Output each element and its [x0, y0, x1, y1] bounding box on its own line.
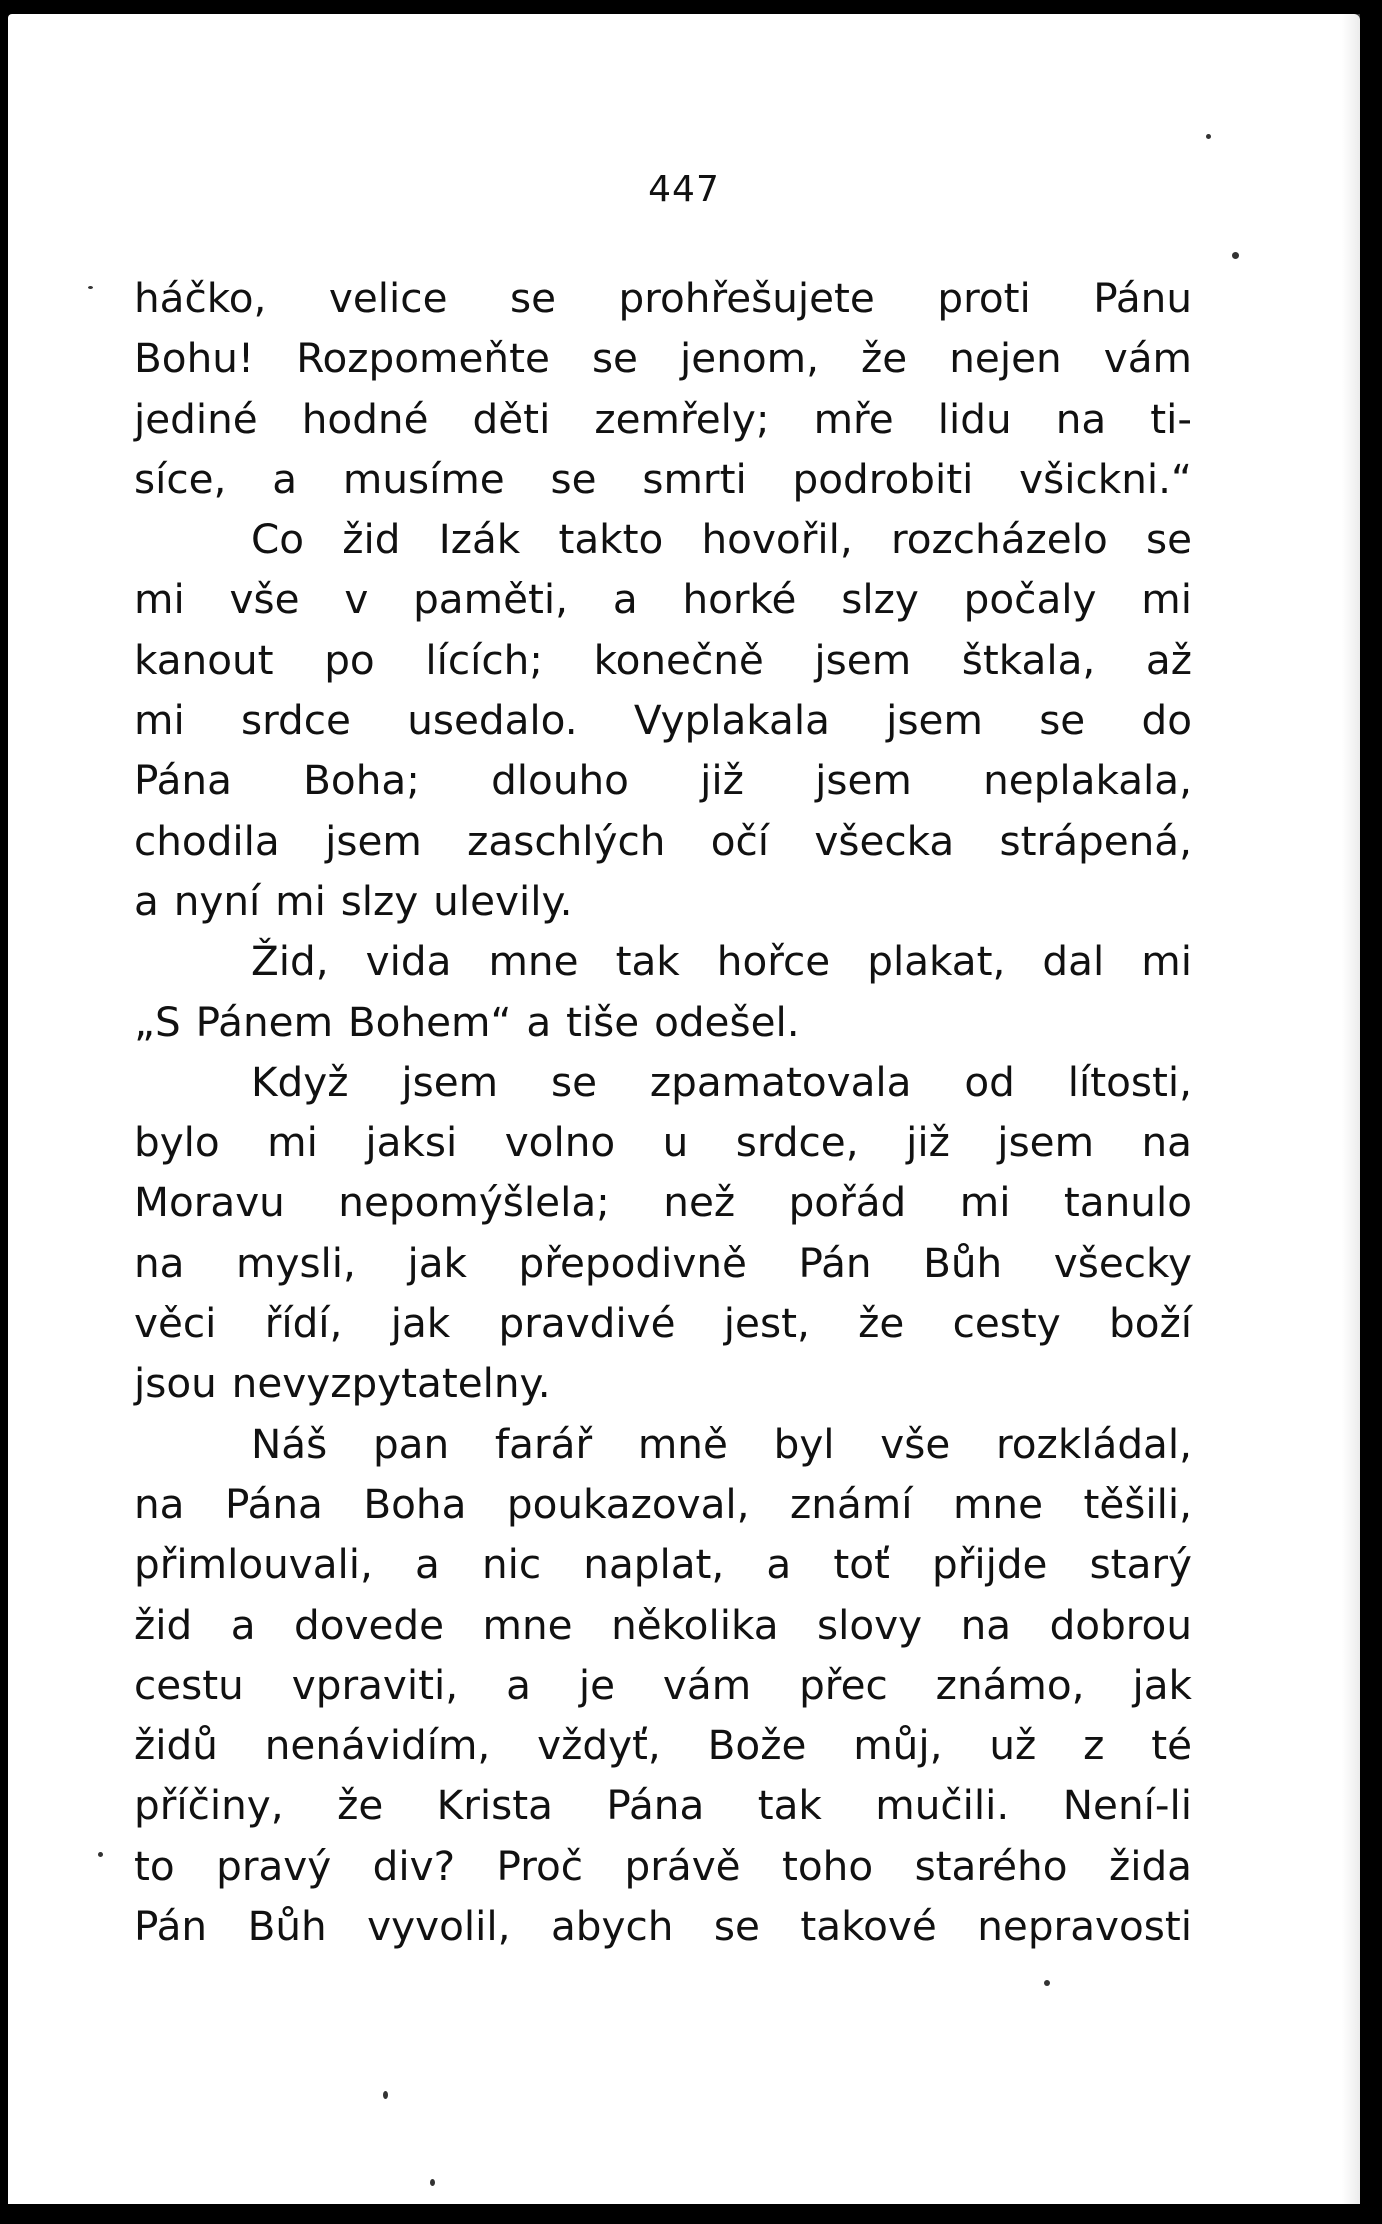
- text-line: mi srdce usedalo. Vyplakala jsem se do: [134, 696, 1192, 745]
- scan-speck: [88, 286, 93, 289]
- text-line: Pána Boha; dlouho již jsem neplakala,: [134, 756, 1192, 805]
- page-number: 447: [648, 169, 720, 210]
- text-line: „S Pánem Bohem“ a tiše odešel.: [134, 997, 800, 1046]
- text-line: síce, a musíme se smrti podrobiti všickni.“: [134, 454, 1192, 503]
- text-line: Pán Bůh vyvolil, abych se takové nepravosti: [134, 1902, 1192, 1951]
- text-line: Co žid Izák takto hovořil, rozcházelo se: [251, 515, 1192, 564]
- scan-speck: [1232, 252, 1239, 259]
- text-line: bylo mi jaksi volno u srdce, již jsem na: [134, 1118, 1192, 1167]
- text-line: na Pána Boha poukazoval, známí mne těšili,: [134, 1479, 1192, 1528]
- body-text: [134, 268, 1192, 1956]
- text-line: kanout po lících; konečně jsem štkala, až: [134, 635, 1192, 684]
- text-line: háčko, velice se prohřešujete proti Pánu: [134, 274, 1192, 322]
- text-line: jsou nevyzpytatelny.: [134, 1359, 551, 1408]
- text-line: cestu vpraviti, a je vám přec známo, jak: [134, 1660, 1192, 1709]
- text-line: Bohu! Rozpomeňte se jenom, že nejen vám: [134, 334, 1192, 383]
- text-line: to pravý div? Proč právě toho starého žida: [134, 1841, 1192, 1890]
- scan-speck: [383, 2091, 388, 2099]
- text-line: na mysli, jak přepodivně Pán Bůh všecky: [134, 1238, 1192, 1287]
- text-line: přimlouvali, a nic naplat, a toť přijde starý: [134, 1540, 1192, 1589]
- scan-speck: [1044, 1980, 1050, 1986]
- text-line: jediné hodné děti zemřely; mře lidu na ti-: [134, 394, 1192, 443]
- text-line: Moravu nepomýšlela; než pořád mi tanulo: [134, 1178, 1192, 1227]
- book-page: [8, 14, 1360, 2204]
- text-line: Náš pan farář mně byl vše rozkládal,: [251, 1419, 1192, 1468]
- text-line: chodila jsem zaschlých očí všecka strápená,: [134, 816, 1192, 865]
- scan-speck: [430, 2179, 435, 2186]
- text-line: věci řídí, jak pravdivé jest, že cesty boží: [134, 1299, 1192, 1348]
- scan-speck: [98, 1852, 103, 1857]
- text-line: žid a dovede mne několika slovy na dobrou: [134, 1600, 1192, 1649]
- text-line: příčiny, že Krista Pána tak mučili. Není-li: [134, 1781, 1192, 1830]
- text-line: mi vše v paměti, a horké slzy počaly mi: [134, 575, 1192, 624]
- scan-speck: [1206, 134, 1211, 139]
- text-line: Žid, vida mne tak hořce plakat, dal mi: [251, 937, 1192, 986]
- text-line: židů nenávidím, vždyť, Bože můj, už z té: [134, 1721, 1192, 1770]
- text-line: a nyní mi slzy ulevily.: [134, 876, 573, 925]
- text-line: Když jsem se zpamatovala od lítosti,: [251, 1057, 1192, 1106]
